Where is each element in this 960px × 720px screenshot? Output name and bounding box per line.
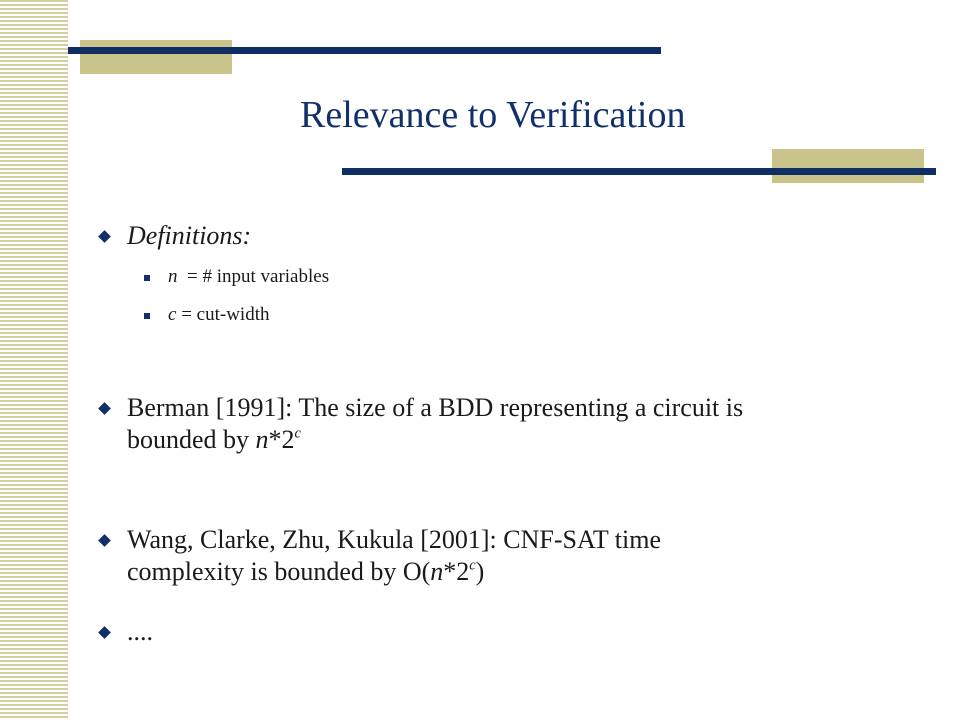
diamond-bullet-icon — [98, 230, 111, 243]
definitions-label: Definitions: — [127, 221, 252, 250]
top-accent-block — [80, 40, 232, 74]
top-accent-line — [68, 47, 661, 54]
bullet-definitions — [97, 220, 251, 252]
square-bullet-icon — [144, 275, 150, 281]
right-accent-block — [772, 149, 924, 183]
berman-text: Berman [1991]: The size of a BDD representing a circuit is bounded by n*2$^c$ — [127, 393, 744, 454]
bullet-berman — [97, 392, 743, 456]
right-accent-line — [342, 168, 936, 175]
diamond-bullet-icon — [98, 402, 111, 415]
definition-c: c = cut-width — [168, 304, 270, 325]
sub-bullet-c — [144, 304, 269, 326]
diamond-bullet-icon — [98, 626, 111, 639]
definition-n: n = # input variables — [168, 266, 330, 287]
bullet-wang — [97, 524, 661, 588]
sub-bullet-n — [144, 266, 329, 288]
slide-title: Relevance to Verification — [300, 94, 686, 136]
wang-text: Wang, Clarke, Zhu, Kukula [2001]: CNF-SAT time complexity is bounded by O(n*2$^c$) — [127, 525, 661, 586]
decorative-stripe — [0, 0, 68, 720]
ellipsis-text: .... — [127, 617, 153, 646]
square-bullet-icon — [144, 313, 150, 319]
bullet-ellipsis — [97, 616, 153, 648]
diamond-bullet-icon — [98, 534, 111, 547]
